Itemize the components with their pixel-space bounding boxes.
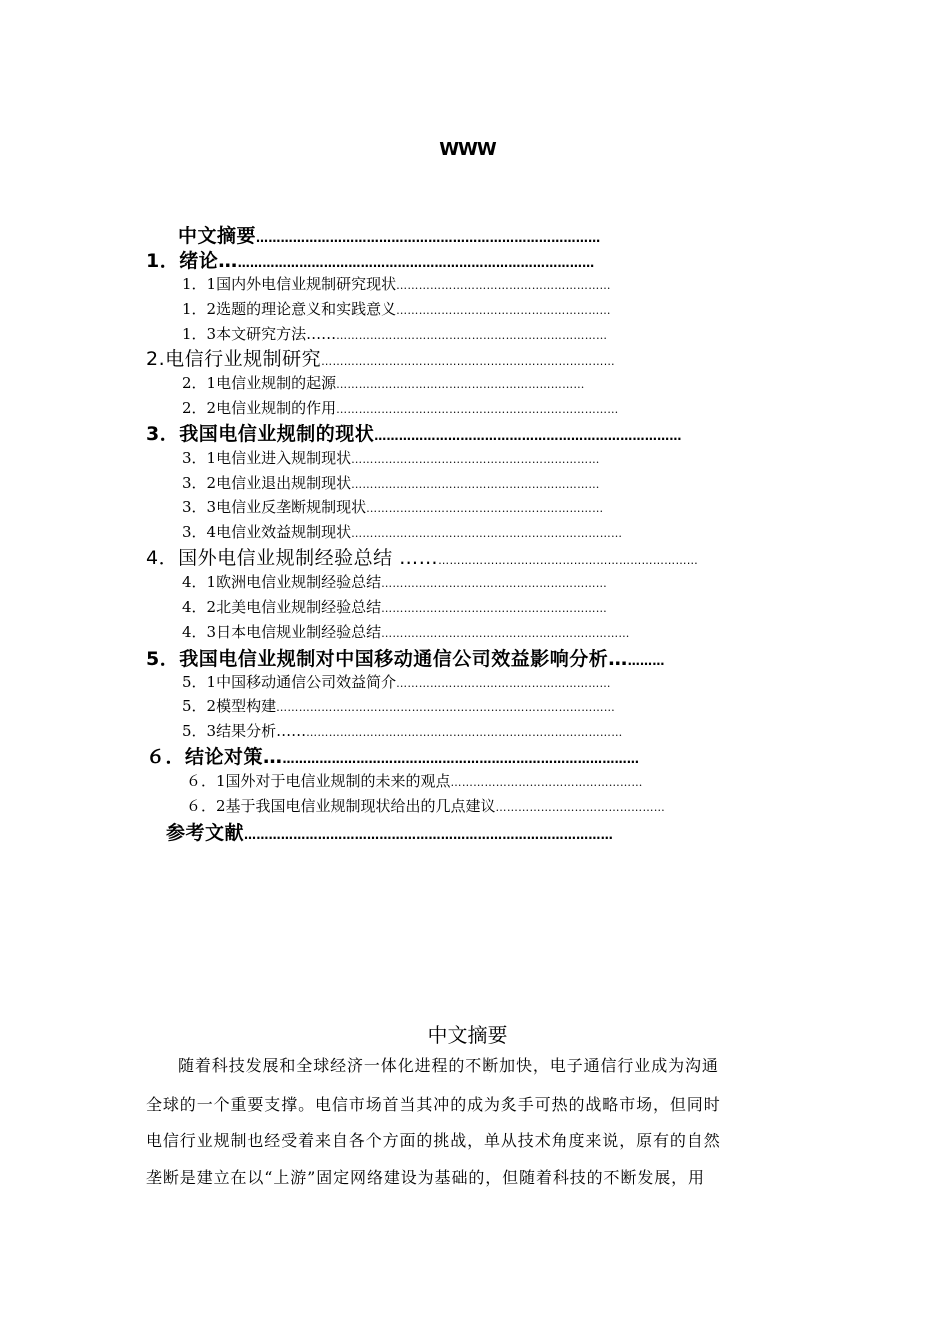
toc-entry-chapter-3[interactable] [146,425,682,444]
toc-entry-label: 4．3日本电信规业制经验总结 [182,623,382,641]
toc-entry-section-1-3[interactable] [182,327,607,342]
toc-entry-section-5-3[interactable] [182,724,623,739]
toc-entry-label: 5．我国电信业规制对中国移动通信公司效益影响分析… [146,648,628,670]
toc-leader: ……………………………………… [495,801,666,814]
toc-leader: …………………………………………………………………… [321,355,615,368]
toc-entry-section-2-1[interactable] [182,376,585,391]
toc-entry-abstract[interactable] [178,227,600,246]
toc-entry-label: 4．国外电信业规制经验总结 …… [146,547,439,569]
toc-entry-section-1-2[interactable] [182,302,611,317]
toc-leader: …………………………………………………… [381,602,608,615]
toc-leader: …………………………………………… [450,776,643,789]
document-title: WWW [439,139,496,160]
toc-entry-chapter-4[interactable] [146,549,698,568]
toc-entry-label: 2.电信行业规制研究 [146,348,322,370]
toc-entry-label: 5．2模型构建 [182,697,277,715]
toc-leader: ……………………………………………………… [366,502,604,515]
toc-entry-section-4-2[interactable] [182,600,607,615]
toc-entry-label: 1．3本文研究方法…… [182,325,337,343]
toc-leader: ………………………………………………………… [351,478,600,491]
toc-entry-section-4-3[interactable] [182,625,630,640]
toc-entry-label: 4．2北美电信业规制经验总结 [182,598,382,616]
toc-entry-section-6-1[interactable] [186,774,643,789]
toc-entry-section-3-4[interactable] [182,525,622,540]
toc-leader: ………………………………………………… [396,279,611,292]
toc-leader: ………………………………………………………………………… [306,726,623,739]
toc-entry-references[interactable] [166,824,613,843]
toc-entry-label: 3．1电信业进入规制现状 [182,449,352,467]
toc-leader: ……………………………………………………………… [336,329,608,342]
toc-entry-section-3-2[interactable] [182,476,600,491]
toc-entry-label: 参考文献 [166,822,245,844]
toc-leader: ……………………………………………………………………………… [276,701,616,714]
toc-entry-section-3-1[interactable] [182,451,600,466]
abstract-paragraph-line: 电信行业规制也经受着来自各个方面的挑战，单从技术角度来说，原有的自然 [146,1131,721,1150]
toc-leader: ………………………………………………………………… [336,403,619,416]
toc-entry-label: ６．结论对策… [146,746,283,768]
toc-entry-chapter-6[interactable] [146,748,639,767]
toc-leader: …………………………………………………… [381,577,608,590]
toc-entry-section-6-2[interactable] [186,799,665,814]
toc-entry-label: 2．2电信业规制的作用 [182,399,337,417]
toc-leader: ………………………………………………………………………… [256,231,601,245]
toc-leader: …………………………………………………………… [438,554,699,567]
toc-entry-section-1-1[interactable] [182,277,611,292]
toc-entry-label: 1．绪论… [146,250,238,272]
toc-entry-section-4-1[interactable] [182,575,607,590]
toc-leader: ………………………………………………………………… [374,429,682,443]
toc-entry-chapter-5[interactable] [146,650,665,669]
toc-leader: ……… [627,654,665,668]
toc-entry-label: 3．2电信业退出规制现状 [182,474,352,492]
toc-entry-chapter-1[interactable] [146,252,594,271]
toc-entry-section-5-1[interactable] [182,675,611,690]
toc-entry-label: 3．4电信业效益规制现状 [182,523,352,541]
toc-entry-label: 4．1欧洲电信业规制经验总结 [182,573,382,591]
toc-leader: ………………………………………………………… [381,627,630,640]
toc-leader: ………………………………………………… [396,304,611,317]
toc-leader: ………………………………………………… [396,677,611,690]
toc-entry-label: 中文摘要 [178,225,257,247]
abstract-paragraph-line: 垄断是建立在以“上游”固定网络建设为基础的，但随着科技的不断发展，用 [146,1168,705,1187]
toc-entry-label: 2．1电信业规制的起源 [182,374,337,392]
toc-entry-label: 5．3结果分析…… [182,722,307,740]
abstract-paragraph-line: 全球的一个重要支撑。电信市场首当其冲的成为炙手可热的战略市场，但同时 [146,1095,721,1114]
toc-entry-label: 1．1国内外电信业规制研究现状 [182,275,397,293]
toc-leader: ……………………………………………………………………………… [244,828,614,842]
toc-leader: ………………………………………………………… [351,453,600,466]
toc-entry-label: 5．1中国移动通信公司效益简介 [182,673,397,691]
toc-entry-label: ６．1国外对于电信业规制的未来的观点 [186,772,451,790]
toc-entry-section-2-2[interactable] [182,401,619,416]
toc-entry-chapter-2[interactable] [146,350,615,369]
abstract-paragraph-line: 随着科技发展和全球经济一体化进程的不断加快，电子通信行业成为沟通 [178,1056,719,1075]
toc-entry-label: 3．我国电信业规制的现状 [146,423,375,445]
toc-leader: …………………………………………………………………………… [282,752,640,766]
toc-leader: ……………………………………………………………… [351,527,623,540]
toc-entry-label: 1．2选题的理论意义和实践意义 [182,300,397,318]
toc-entry-section-3-3[interactable] [182,500,603,515]
abstract-heading: 中文摘要 [427,1023,508,1047]
toc-leader: ………………………………………………………… [336,378,585,391]
toc-entry-label: 3．3电信业反垄断规制现状 [182,498,367,516]
toc-entry-label: ６．2基于我国电信业规制现状给出的几点建议 [186,797,496,815]
toc-leader: …………………………………………………………………………… [237,256,595,270]
toc-entry-section-5-2[interactable] [182,699,615,714]
